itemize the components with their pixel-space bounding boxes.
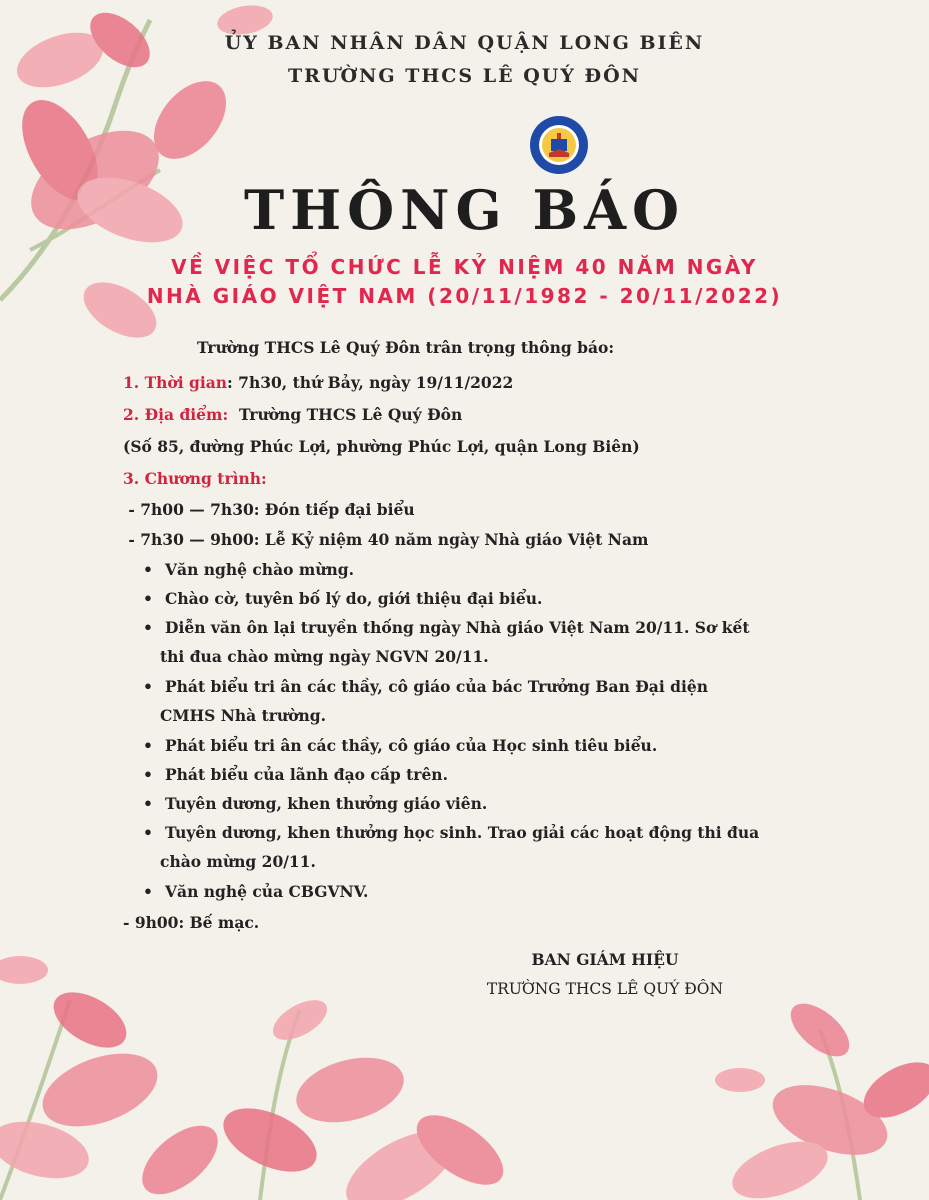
page-title: THÔNG BÁO — [243, 178, 686, 242]
list-item: • Tuyên dương, khen thưởng giáo viên. — [143, 794, 488, 813]
time-value: : 7h30, thứ Bảy, ngày 19/11/2022 — [227, 373, 514, 392]
list-item: • Diễn văn ôn lại truyền thống ngày Nhà giáo Việt Nam 20/11. Sơ kết — [143, 618, 750, 637]
flower-bottom-center — [214, 992, 515, 1200]
bullet-icon: • — [143, 794, 153, 813]
list-item: • Tuyên dương, khen thưởng học sinh. Trao giải các hoạt động thi đua — [143, 823, 760, 842]
program-label: 3. Chương trình: — [123, 469, 267, 488]
flower-bottom-left — [0, 956, 230, 1200]
bullet-icon: • — [143, 560, 153, 579]
place-row — [123, 405, 462, 424]
program-item-2: - 7h30 — 9h00: Lễ Kỷ niệm 40 năm ngày Nhà giáo Việt Nam — [123, 530, 649, 549]
list-item: • Chào cờ, tuyên bố lý do, giới thiệu đại biểu. — [143, 589, 543, 608]
bullet-icon: • — [143, 589, 153, 608]
place-address: (Số 85, đường Phúc Lợi, phường Phúc Lợi, quận Long Biên) — [123, 437, 640, 456]
header-line-1: ỦY BAN NHÂN DÂN QUẬN LONG BIÊN — [224, 32, 705, 54]
list-item: • Phát biểu tri ân các thầy, cô giáo của bác Trưởng Ban Đại diện — [143, 677, 708, 696]
school-logo-icon — [529, 115, 589, 175]
bullet-icon: • — [143, 618, 153, 637]
subtitle-line-2: NHÀ GIÁO VIỆT NAM (20/11/1982 - 20/11/2022) — [146, 284, 783, 308]
place-label: 2. Địa điểm: — [123, 405, 229, 424]
bullet-icon: • — [143, 823, 153, 842]
list-item: • Văn nghệ của CBGVNV. — [143, 882, 369, 901]
program-item-1: - 7h00 — 7h30: Đón tiếp đại biểu — [123, 500, 415, 519]
intro-text: Trường THCS Lê Quý Đôn trân trọng thông báo: — [197, 338, 615, 357]
bullet-icon: • — [143, 765, 153, 784]
bullet-icon: • — [143, 736, 153, 755]
list-item: • Phát biểu của lãnh đạo cấp trên. — [143, 765, 448, 784]
list-item-continuation: CMHS Nhà trường. — [160, 706, 327, 725]
place-value: Trường THCS Lê Quý Đôn — [228, 405, 463, 424]
list-item: • Phát biểu tri ân các thầy, cô giáo của Học sinh tiêu biểu. — [143, 736, 658, 755]
program-closing: - 9h00: Bế mạc. — [123, 913, 260, 932]
signature-line-2: TRƯỜNG THCS LÊ QUÝ ĐÔN — [486, 980, 724, 998]
list-item-continuation: thi đua chào mừng ngày NGVN 20/11. — [160, 647, 489, 666]
header-line-2: TRƯỜNG THCS LÊ QUÝ ĐÔN — [287, 65, 642, 87]
list-item-continuation: chào mừng 20/11. — [160, 852, 316, 871]
list-item: • Văn nghệ chào mừng. — [143, 560, 355, 579]
time-label: 1. Thời gian — [123, 373, 228, 392]
time-row — [123, 373, 513, 392]
bullet-icon: • — [143, 882, 153, 901]
subtitle-line-1: VỀ VIỆC TỔ CHỨC LỄ KỶ NIỆM 40 NĂM NGÀY — [171, 255, 758, 279]
signature-line-1: BAN GIÁM HIỆU — [531, 950, 679, 969]
bullet-icon: • — [143, 677, 153, 696]
flower-bottom-right — [715, 994, 929, 1200]
